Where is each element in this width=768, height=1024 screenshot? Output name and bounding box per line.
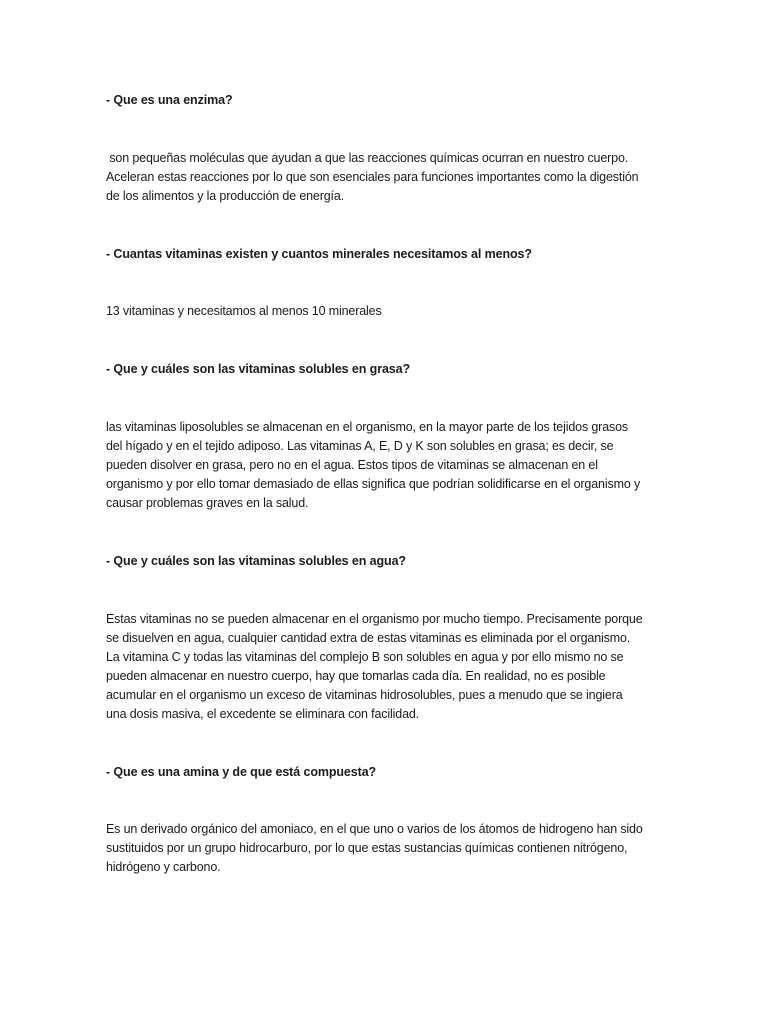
- answer-line: son pequeñas moléculas que ayudan a que las reacciones químicas ocurran en nuestro cuerpo.: [106, 151, 629, 165]
- answer-paragraph: [106, 302, 666, 321]
- answer-line: causar problemas graves en la salud.: [106, 496, 309, 511]
- answer-line: acumular en el organismo un exceso de vitaminas hidrosolubles, pues a menudo que se ingiera: [106, 688, 623, 703]
- answer-line: hidrógeno y carbono.: [106, 860, 221, 875]
- answer-paragraph: [106, 418, 666, 513]
- answer-paragraph: [106, 610, 666, 725]
- answer-line: una dosis masiva, el excedente se eliminara con facilidad.: [106, 707, 420, 722]
- answer-line: pueden disolver en grasa, pero no en el agua. Estos tipos de vitaminas se almacenan en el: [106, 458, 598, 473]
- question-heading: - Que es una enzima?: [106, 93, 233, 107]
- answer-line: Aceleran estas reacciones por lo que son esenciales para funciones importantes como la digestión: [106, 170, 639, 185]
- answer-line: del hígado y en el tejido adiposo. Las vitaminas A, E, D y K son solubles en grasa; es decir, se: [106, 439, 614, 454]
- answer-line: se disuelven en agua, cualquier cantidad extra de estas vitaminas es eliminada por el organismo.: [106, 631, 631, 646]
- question-heading: - Que es una amina y de que está compuesta?: [106, 765, 377, 779]
- answer-line: La vitamina C y todas las vitaminas del complejo B son solubles en agua y por ello mismo no se: [106, 650, 624, 665]
- answer-line: 13 vitaminas y necesitamos al menos 10 minerales: [106, 304, 382, 318]
- answer-line: organismo y por ello tomar demasiado de ellas significa que podrían solidificarse en el organismo y: [106, 477, 641, 492]
- answer-line: pueden almacenar en nuestro cuerpo, hay que tomarlas cada día. En realidad, no es posible: [106, 669, 606, 684]
- question-heading: - Que y cuáles son las vitaminas solubles en agua?: [106, 554, 406, 568]
- answer-line: Estas vitaminas no se pueden almacenar en el organismo por mucho tiempo. Precisamente porque: [106, 612, 643, 626]
- answer-paragraph: [106, 149, 666, 206]
- answer-paragraph: [106, 820, 666, 877]
- answer-line: sustituidos por un grupo hidrocarburo, por lo que estas sustancias químicas contienen nitrógeno,: [106, 841, 628, 856]
- question-heading: - Cuantas vitaminas existen y cuantos minerales necesitamos al menos?: [106, 247, 532, 261]
- answer-line: las vitaminas liposolubles se almacenan en el organismo, en la mayor parte de los tejidos grasos: [106, 420, 628, 434]
- question-heading: - Que y cuáles son las vitaminas solubles en grasa?: [106, 362, 411, 376]
- answer-line: de los alimentos y la producción de energía.: [106, 189, 344, 204]
- answer-line: Es un derivado orgánico del amoniaco, en el que uno o varios de los átomos de hidrogeno han sido: [106, 822, 643, 836]
